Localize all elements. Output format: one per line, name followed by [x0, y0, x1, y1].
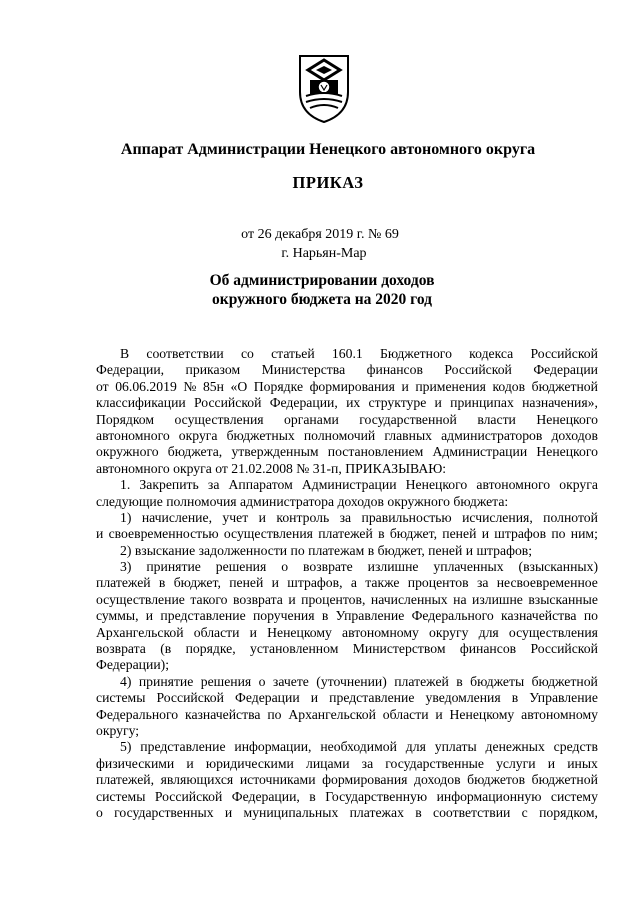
- body-word: бюджетов: [467, 772, 526, 788]
- body-word: «О: [230, 378, 248, 394]
- body-word: Государственную: [325, 788, 428, 804]
- body-word: органами: [284, 411, 339, 427]
- body-word: 1.: [120, 477, 131, 493]
- body-word: 5): [120, 739, 132, 755]
- body-word: автономного: [476, 477, 551, 493]
- body-word: и: [224, 804, 233, 820]
- body-word: и: [96, 526, 104, 542]
- body-word: решения: [215, 559, 267, 575]
- body-word: казначейства: [501, 608, 577, 624]
- body-word: 3): [120, 559, 132, 575]
- body-line: [96, 674, 598, 690]
- body-word: формирования: [322, 772, 408, 788]
- body-line: [96, 395, 598, 411]
- body-word: излишне: [472, 591, 523, 607]
- body-word: Ненецкого: [405, 477, 468, 493]
- body-word: Российской: [444, 362, 512, 378]
- body-word: ним;: [570, 526, 598, 542]
- body-word: бюджет,: [389, 526, 438, 542]
- body-word: своевременностью: [108, 526, 219, 542]
- body-word: Федерации,: [269, 395, 338, 411]
- body-word: за: [476, 575, 489, 591]
- body-word: Федерального: [96, 706, 179, 722]
- body-line: следующие полномочия администратора доходов окружного бюджета:: [96, 493, 509, 509]
- body-word: пеней: [442, 526, 477, 542]
- body-word: систему: [550, 788, 598, 804]
- body-word: (взысканных): [518, 559, 598, 575]
- body-word: применения: [415, 378, 486, 394]
- body-word: и: [271, 575, 279, 591]
- body-word: установленном: [249, 641, 339, 657]
- body-word: В: [120, 346, 130, 361]
- body-line: 2) взыскание задолженности по платежам в бюджет, пеней и штрафов;: [120, 542, 533, 558]
- body-word: Российской: [193, 395, 262, 411]
- body-line: [96, 412, 598, 428]
- body-word: Аппаратом: [228, 477, 293, 493]
- body-word: процентов,: [301, 591, 366, 607]
- document-date-number: от 26 декабря 2019 г. № 69: [241, 227, 399, 242]
- body-word: полнотой: [543, 509, 598, 525]
- body-line: [96, 690, 598, 706]
- body-word: казначейства: [185, 706, 261, 722]
- body-line: [96, 756, 598, 772]
- body-word: по: [583, 608, 598, 624]
- body-word: в: [321, 608, 329, 624]
- body-word: Федерации,: [231, 788, 300, 804]
- body-word: о: [281, 559, 289, 575]
- body-word: государственной: [359, 411, 457, 427]
- body-line: [96, 789, 598, 805]
- body-word: власти: [477, 411, 516, 427]
- body-word: главных: [384, 427, 433, 443]
- body-word: порядком,: [539, 804, 598, 820]
- body-word: за: [361, 755, 374, 771]
- body-line: [96, 559, 598, 575]
- body-word: структуре: [368, 395, 427, 411]
- body-word: Порядке: [253, 378, 304, 394]
- body-word: государственных: [114, 804, 214, 820]
- body-word: платежах: [349, 804, 404, 820]
- body-word: в: [378, 526, 385, 542]
- body-word: Федерации: [533, 362, 598, 378]
- body-word: информационную: [436, 788, 542, 804]
- body-word: принципах: [450, 395, 514, 411]
- body-word: штрафов,: [287, 575, 343, 591]
- body-line: [96, 707, 598, 723]
- body-word: №: [183, 378, 197, 394]
- body-word: постановлением: [327, 444, 424, 460]
- body-word: несвоевременное: [496, 575, 598, 591]
- document-title-line-1: Об администрировании доходов: [209, 272, 435, 289]
- body-word: излишне: [367, 559, 419, 575]
- body-line: [96, 526, 598, 542]
- body-word: и: [434, 395, 442, 411]
- body-word: (в: [160, 641, 172, 657]
- body-word: полномочий: [303, 427, 376, 443]
- body-word: соответствии: [146, 346, 224, 361]
- body-line: [96, 428, 598, 444]
- body-word: округа: [178, 427, 218, 443]
- body-word: и: [249, 624, 257, 640]
- body-word: администраторов: [441, 427, 543, 443]
- body-line: Федерации);: [96, 657, 170, 673]
- body-word: и: [258, 509, 266, 525]
- body-word: 85н: [202, 378, 224, 394]
- body-word: услуги: [496, 755, 536, 771]
- organization-name: Аппарат Администрации Ненецкого автономного округа: [120, 141, 536, 158]
- document-city: г. Нарьян-Мар: [281, 246, 367, 261]
- body-word: порядке,: [185, 641, 236, 657]
- body-word: доходов: [551, 427, 598, 443]
- body-word: бюджетной: [531, 772, 598, 788]
- body-word: для: [478, 624, 499, 640]
- body-word: также: [365, 575, 400, 591]
- body-word: 1): [120, 509, 132, 525]
- body-word: штрафов: [494, 526, 547, 542]
- document-body: [96, 346, 598, 821]
- body-word: физическими: [96, 755, 175, 771]
- body-word: представление: [160, 608, 246, 624]
- body-word: Российской: [156, 690, 224, 706]
- document-type: ПРИКАЗ: [292, 173, 364, 192]
- body-word: за: [207, 477, 220, 493]
- body-word: округу: [429, 624, 469, 640]
- body-line: [96, 477, 598, 493]
- body-word: государственные: [385, 755, 484, 771]
- body-word: кодекса: [469, 346, 514, 361]
- body-word: за: [339, 509, 352, 525]
- body-line: [96, 346, 598, 362]
- body-word: для: [405, 739, 426, 755]
- body-word: денежных: [485, 739, 545, 755]
- body-word: утвержденным: [231, 444, 319, 460]
- body-line: автономного округа от 21.02.2008 № 31-п, ПРИКАЗЫВАЮ:: [96, 460, 447, 476]
- body-word: контроль: [276, 509, 330, 525]
- body-word: бюджетных: [226, 427, 295, 443]
- body-word: и: [547, 755, 556, 771]
- body-word: Архангельской: [96, 624, 184, 640]
- body-line: [96, 592, 598, 608]
- body-word: Министерства: [261, 362, 346, 378]
- body-line: [96, 641, 598, 657]
- body-word: зачете: [272, 673, 309, 689]
- body-word: бюджетной: [531, 673, 598, 689]
- body-word: начисление,: [141, 509, 213, 525]
- body-word: по: [267, 706, 282, 722]
- body-word: Администрации: [301, 477, 397, 493]
- body-word: и: [481, 526, 490, 542]
- body-word: системы: [96, 788, 146, 804]
- body-word: решения: [200, 673, 252, 689]
- body-word: являющихся: [160, 772, 234, 788]
- body-word: бюджета,: [167, 444, 223, 460]
- body-word: возврата: [232, 591, 283, 607]
- body-word: информации,: [234, 739, 312, 755]
- body-word: бюджеты: [470, 673, 525, 689]
- body-line: [96, 739, 598, 755]
- body-word: от: [96, 378, 109, 394]
- body-word: бюджетной: [531, 378, 598, 394]
- body-word: в: [456, 673, 463, 689]
- body-line: [96, 510, 598, 526]
- body-word: осуществления: [508, 624, 598, 640]
- nenets-okrug-coat-of-arms-icon: [296, 52, 352, 124]
- body-word: автономному: [342, 624, 419, 640]
- body-word: и: [310, 690, 319, 706]
- body-word: уведомления: [425, 690, 501, 706]
- body-word: на: [453, 591, 467, 607]
- body-word: и: [288, 591, 296, 607]
- body-word: Федерального: [411, 608, 494, 624]
- body-word: в: [158, 575, 166, 591]
- body-word: возврате: [302, 559, 353, 575]
- body-word: Администрации: [432, 444, 528, 460]
- body-word: принятие: [146, 559, 201, 575]
- body-word: Ненецкому: [267, 624, 332, 640]
- body-word: представление: [329, 690, 415, 706]
- body-word: о: [258, 673, 266, 689]
- body-word: муниципальных: [243, 804, 339, 820]
- body-word: лицами: [306, 755, 350, 771]
- body-word: соответствии: [433, 804, 511, 820]
- body-word: Федерации: [235, 690, 300, 706]
- body-word: иных: [567, 755, 598, 771]
- body-word: платежей: [394, 673, 449, 689]
- body-word: 160.1: [331, 346, 363, 361]
- body-word: в: [309, 788, 316, 804]
- body-word: осуществления: [223, 526, 313, 542]
- body-word: средств: [553, 739, 598, 755]
- body-word: начисленных: [370, 591, 448, 607]
- body-word: поручения: [252, 608, 315, 624]
- body-word: о: [96, 804, 103, 820]
- body-word: юридическими: [205, 755, 294, 771]
- body-word: 06.06.2019: [115, 378, 177, 394]
- body-word: назначения»,: [522, 395, 598, 411]
- body-word: суммы,: [96, 608, 139, 624]
- body-word: доходов: [414, 772, 461, 788]
- body-word: необходимой: [320, 739, 397, 755]
- body-word: области: [382, 706, 429, 722]
- body-word: классификации: [96, 395, 186, 411]
- body-line: [96, 772, 598, 788]
- body-word: Министерством: [352, 641, 446, 657]
- body-line: [96, 575, 598, 591]
- body-word: автономного: [96, 427, 170, 443]
- body-word: их: [346, 395, 361, 411]
- body-line: [96, 444, 598, 460]
- body-word: со: [240, 346, 254, 361]
- body-line: [96, 805, 598, 821]
- body-line: [96, 625, 598, 641]
- body-word: платежей: [318, 526, 373, 542]
- body-word: Ненецкому: [449, 706, 515, 722]
- body-word: и: [145, 608, 154, 624]
- body-word: и: [435, 706, 443, 722]
- body-word: приказом: [185, 362, 241, 378]
- body-word: бюджет,: [173, 575, 221, 591]
- body-word: возврата: [96, 641, 146, 657]
- body-word: Порядком: [96, 411, 155, 427]
- body-word: (уточнении): [316, 673, 387, 689]
- body-word: 4): [120, 673, 132, 689]
- body-word: Закрепить: [139, 477, 199, 493]
- body-word: Ненецкого: [536, 411, 598, 427]
- body-word: такого: [190, 591, 228, 607]
- body-word: уплаченных: [433, 559, 504, 575]
- body-word: Управление: [335, 608, 405, 624]
- body-word: по: [551, 526, 566, 542]
- body-word: в: [511, 690, 519, 706]
- body-word: Управление: [529, 690, 598, 706]
- body-word: и: [401, 378, 409, 394]
- body-word: Российской: [530, 641, 598, 657]
- body-word: источниками: [239, 772, 316, 788]
- body-word: представление: [140, 739, 226, 755]
- body-line: [96, 362, 598, 378]
- body-word: принятие: [138, 673, 194, 689]
- body-word: учет: [222, 509, 249, 525]
- body-word: формирования: [309, 378, 395, 394]
- body-word: платежей: [96, 575, 151, 591]
- body-word: Бюджетного: [379, 346, 452, 361]
- body-word: кодов: [492, 378, 526, 394]
- body-word: системы: [96, 690, 146, 706]
- body-line: [96, 379, 598, 395]
- body-word: осуществления: [174, 411, 264, 427]
- body-word: платежей,: [96, 772, 155, 788]
- body-word: Российской: [154, 788, 223, 804]
- body-word: процентов: [407, 575, 469, 591]
- body-word: с: [521, 804, 528, 820]
- body-word: статьей: [271, 346, 315, 361]
- body-word: автономному: [521, 706, 598, 722]
- body-word: правильностью: [361, 509, 452, 525]
- body-word: области: [193, 624, 240, 640]
- body-word: и: [186, 755, 194, 771]
- body-word: взысканные: [528, 591, 598, 607]
- body-word: осуществление: [96, 591, 185, 607]
- body-word: округа: [559, 477, 598, 493]
- body-word: Ненецкого: [536, 444, 598, 460]
- document-title-line-2: окружного бюджета на 2020 год: [212, 291, 432, 308]
- body-word: исчисления,: [462, 509, 533, 525]
- body-word: пеней: [229, 575, 264, 591]
- body-word: а: [350, 575, 357, 591]
- body-word: финансов: [459, 641, 517, 657]
- body-line: округу;: [96, 722, 140, 738]
- body-word: Федерации,: [96, 362, 165, 378]
- body-word: финансов: [366, 362, 423, 378]
- body-word: Архангельской: [288, 706, 376, 722]
- body-word: Российской: [530, 346, 598, 361]
- body-word: уплаты: [434, 739, 477, 755]
- body-word: окружного: [96, 444, 159, 460]
- body-line: [96, 608, 598, 624]
- body-word: в: [415, 804, 422, 820]
